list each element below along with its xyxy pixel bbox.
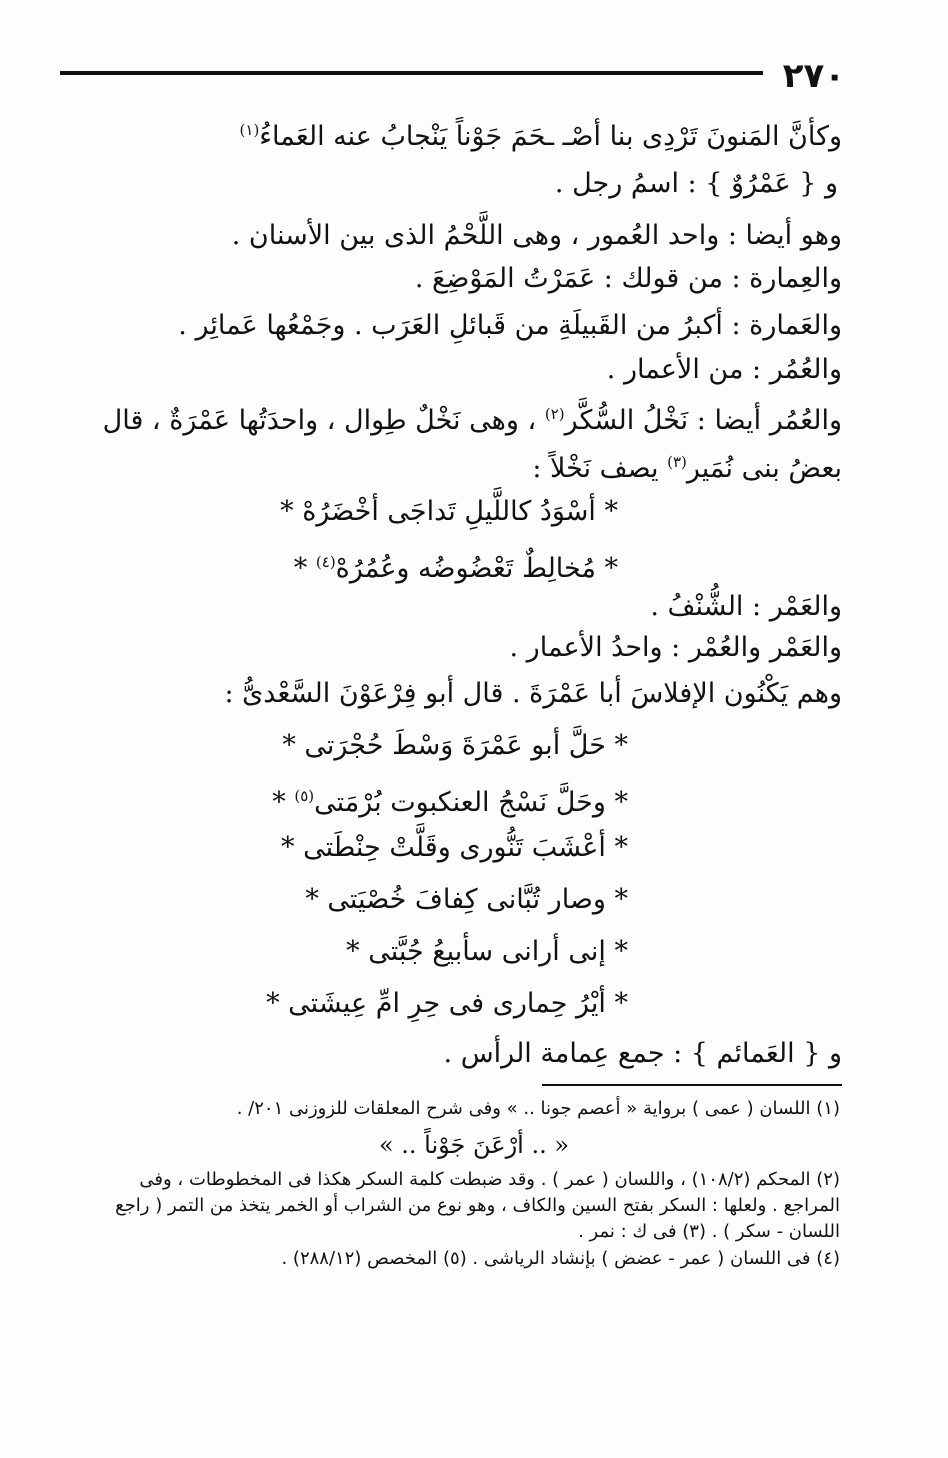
footnote-1: (١) اللسان ( عمى ) برواية « أعصم جونا .. » وفى شرح المعلقات للزوزنى ٢٠١/ . — [236, 1098, 840, 1119]
footnote-2-line-a: (٢) المحكم (١٠٨/٢) ، واللسان ( عمر ) . وقد ضبطت كلمة السكر هكذا فى المخطوطات ، وفى — [139, 1169, 840, 1190]
footnote-2-line-c: اللسان - سكر ) . (٣) فى ك : نمر . — [578, 1221, 840, 1242]
line-text: والعُمُر أيضا : نَخْلُ السُّكَّر — [564, 405, 842, 436]
rajaz-verse-2 — [294, 542, 618, 589]
body-line-4: والعِمارة : من قولك : عَمَرْتُ المَوْضِعَ . — [414, 263, 842, 294]
line-text-tail: ، وهى نَخْلٌ طِوال ، واحدَتُها عَمْرَةٌ ، قال — [102, 405, 545, 436]
rajaz-verse-b1: * حَلَّ أبو عَمْرَةَ وَسْطَ حُجْرَتى * — [282, 730, 628, 761]
footnote-mark-2: (٢) — [544, 405, 565, 423]
verse-text: * مُخالِطٌ تَعْضُوضُه وعُمُرُهْ — [335, 553, 618, 584]
verse-star: * — [293, 553, 316, 584]
body-line-7 — [103, 394, 842, 441]
footnote-mark-3: (٣) — [667, 453, 687, 471]
footnote-4-5: (٤) فى اللسان ( عمر - عضض ) بإنشاد الرياشى . (٥) المخصص (٢٨٨/١٢) . — [281, 1248, 840, 1269]
body-line-12: و { العَمائم } : جمع عِمامة الرأس . — [443, 1038, 842, 1069]
footnote-mark-1: (١) — [239, 121, 260, 139]
line-text: بعضُ بنى نُمَير — [686, 453, 842, 484]
body-line-8 — [532, 442, 842, 489]
line-text: وكأنَّ المَنونَ تَرْدِى بنا أصْـ ـحَمَ جَوْناً يَنْجابُ عنه العَماءُ — [259, 121, 842, 152]
footnote-1-quote: « .. أرْعَنَ جَوْناً .. » — [378, 1131, 570, 1159]
body-line-3: وهو أيضا : واحد العُمور ، وهى اللَّحْمُ الذى بين الأسنان . — [231, 220, 842, 251]
body-line-10: والعَمْر والعُمْر : واحدُ الأعمار . — [509, 632, 842, 663]
body-line-6: والعُمُر : من الأعمار . — [606, 354, 842, 385]
verse-text: * وحَلَّ نَسْجُ العنكبوت بُرْمَتى — [314, 787, 628, 818]
rajaz-verse-1: * أسْوَدُ كاللَّيلِ تَداجَى أخْضَرُهْ * — [280, 496, 618, 527]
header-rule — [60, 71, 763, 75]
body-line-11: وهم يَكْنُون الإفلاسَ أبا عَمْرَةَ . قال أبو فِرْعَوْنَ السَّعْدىُّ : — [224, 678, 842, 709]
footnote-mark-4: (٤) — [315, 553, 336, 571]
rajaz-verse-b4: * وصار تُبَّانى كِفافَ خُصْيَتى * — [305, 884, 628, 915]
rajaz-verse-b2 — [272, 776, 628, 823]
body-line-9: والعَمْر : الشُّنْفُ . — [650, 591, 842, 622]
rajaz-verse-b6: * أيْرُ حِمارى فى حِرِ امِّ عِيشَتى * — [266, 988, 628, 1019]
page-number: ٢٧٠ — [782, 56, 845, 96]
body-line-2: و { عَمْرُوٌ } : اسمُ رجل . — [554, 168, 838, 199]
verse-star: * — [272, 787, 295, 818]
body-line-5: والعَمارة : أكبرُ من القَبيلَةِ من قَبائلِ العَرَب . وجَمْعُها عَمائِر . — [178, 310, 842, 341]
rajaz-verse-b3: * أعْشَبَ تَنُّورى وقَلَّتْ حِنْطَتى * — [281, 832, 628, 863]
verse-line-1 — [240, 110, 842, 157]
line-text-tail: يصف نَخْلاً : — [532, 453, 668, 484]
footnote-mark-5: (٥) — [294, 787, 315, 805]
footnote-2-line-b: المراجع . ولعلها : السكر بفتح السين والكاف ، وهو نوع من الشراب أو الخمر يتخذ من التمر ( راجع — [115, 1195, 840, 1216]
rajaz-verse-b5: * إنى أرانى سأبيعُ جُبَّتى * — [346, 936, 628, 967]
footnote-rule — [542, 1084, 842, 1086]
